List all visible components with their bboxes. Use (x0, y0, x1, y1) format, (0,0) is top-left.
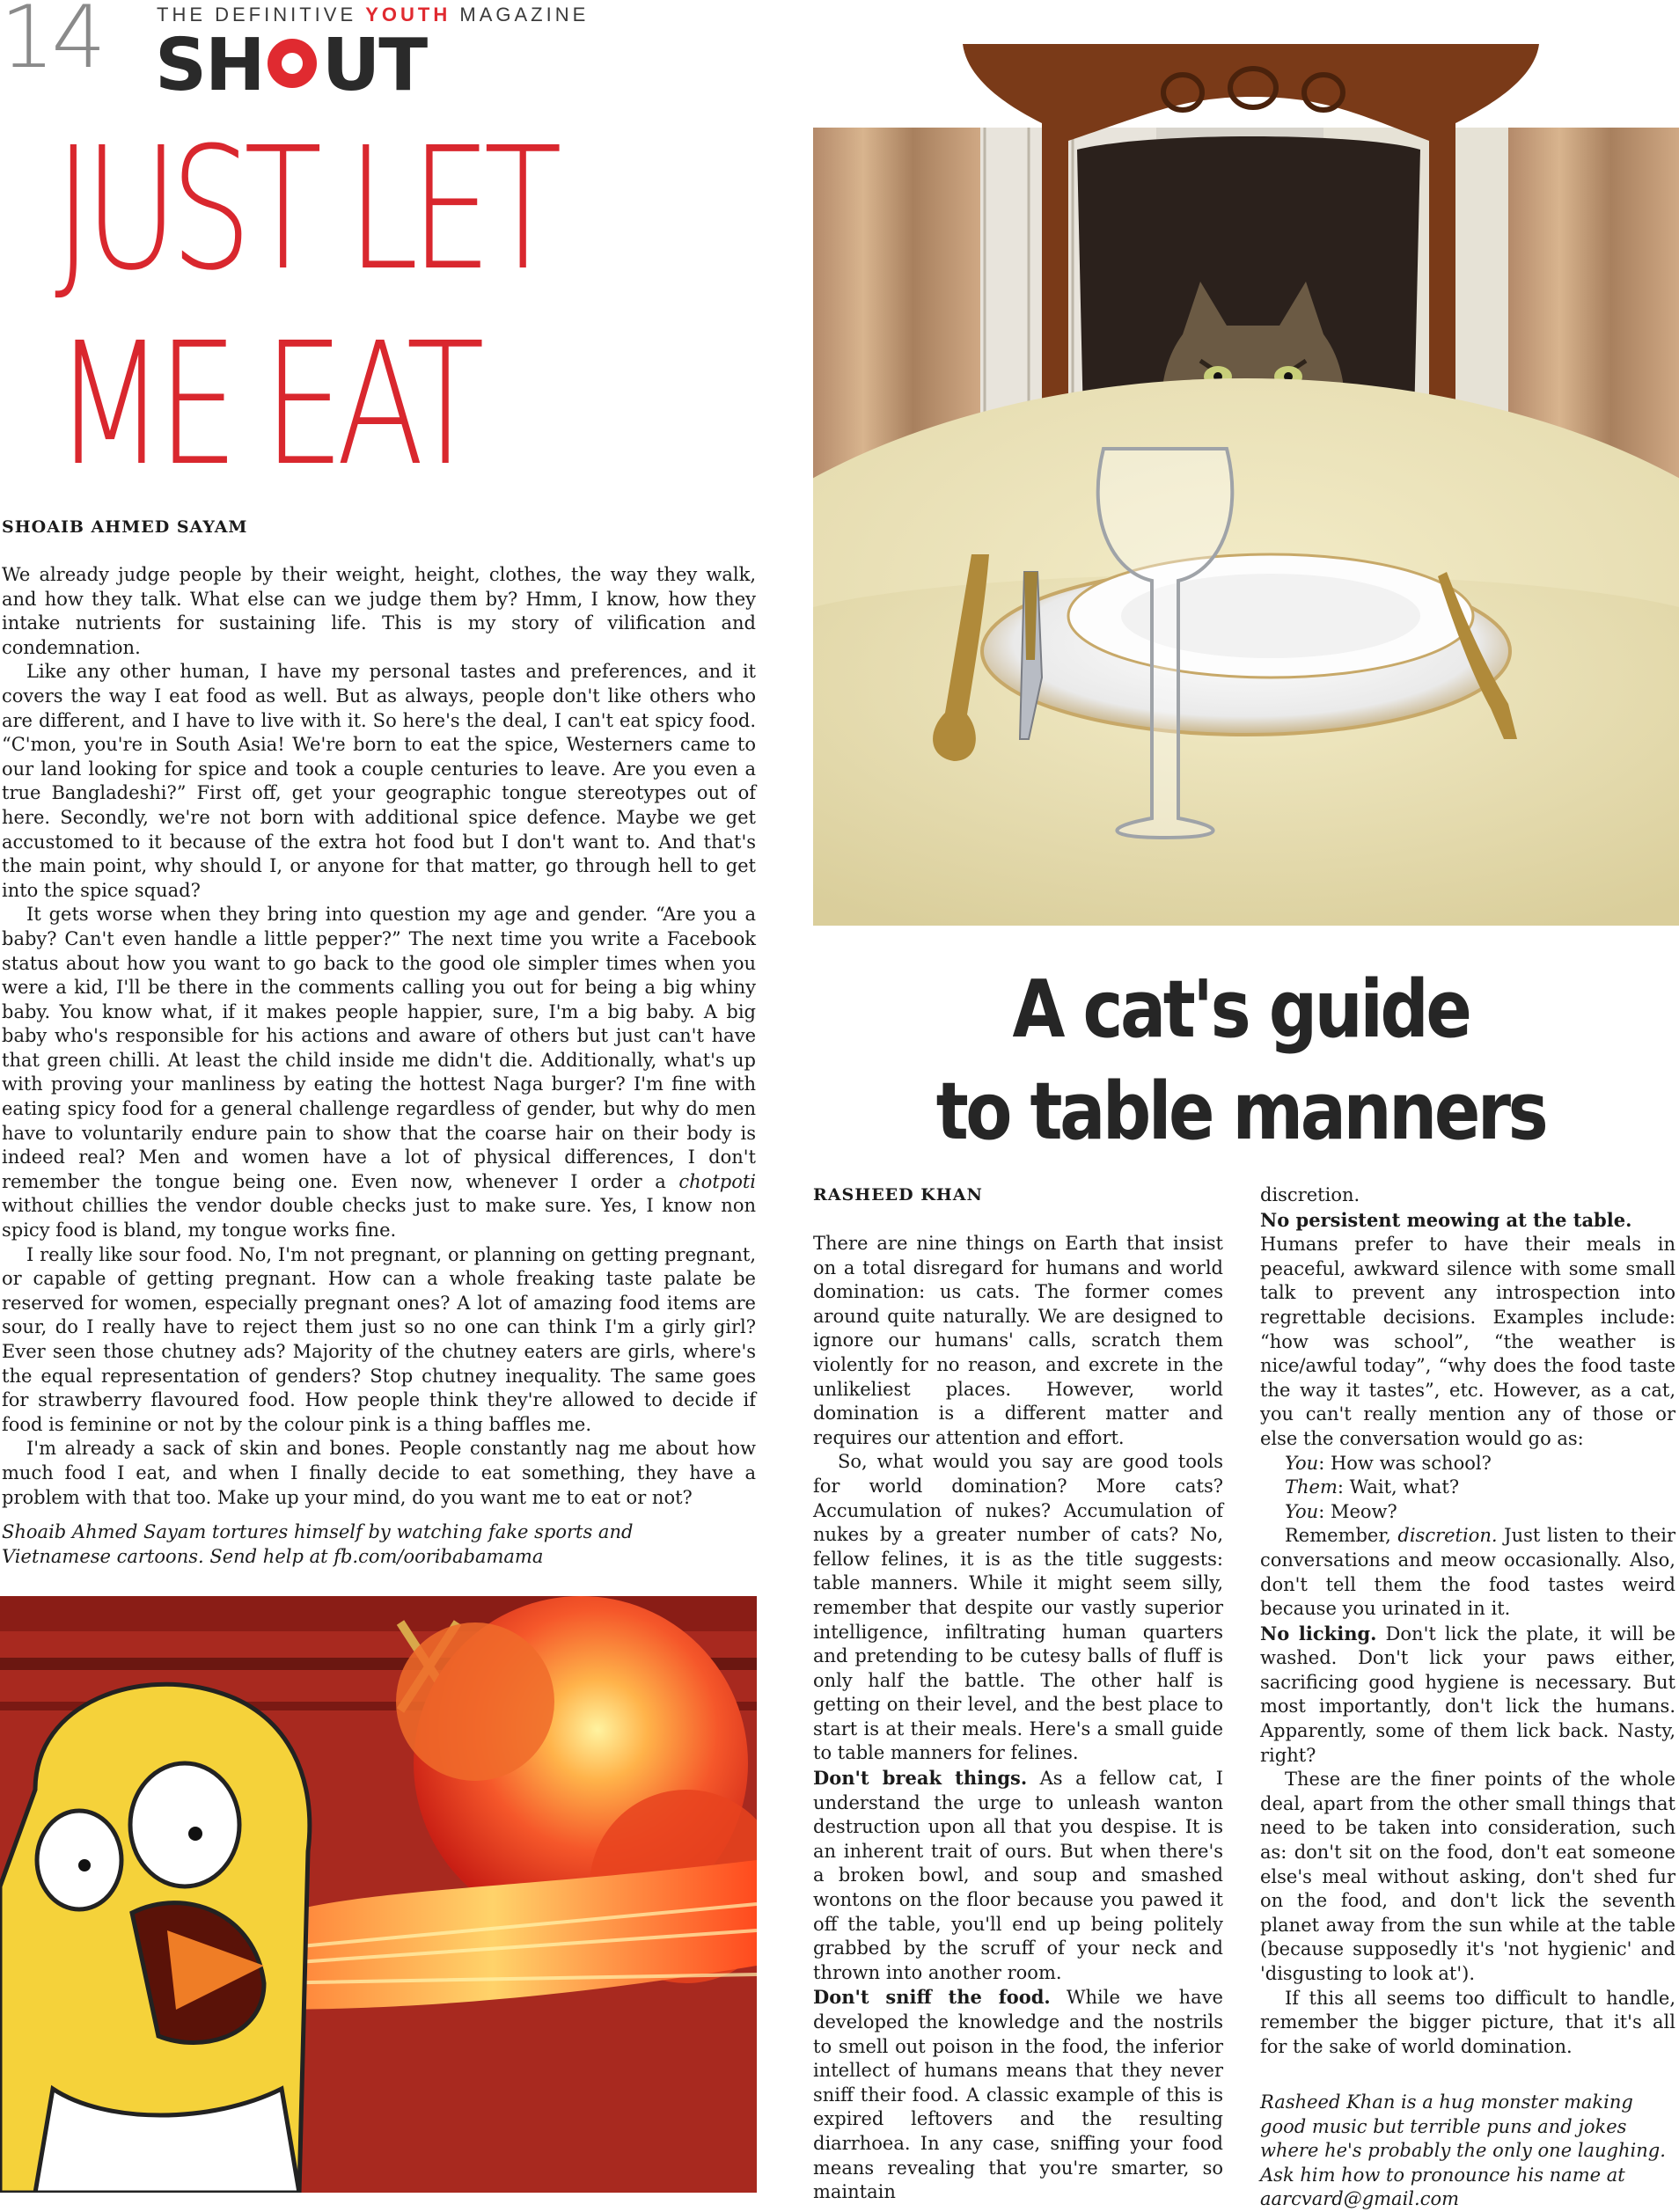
article2-headline (877, 959, 1604, 1163)
cat-at-table-photo (813, 44, 1679, 926)
article2-subhead: No persistent meowing at the table. (1260, 1208, 1632, 1231)
page-number: 14 (0, 0, 103, 88)
article1-byline: SHOAIB AHMED SAYAM (2, 517, 248, 537)
dialogue-line (1260, 1476, 1675, 1500)
logo-left: SH (155, 24, 264, 107)
article2-paragraph: Humans prefer to have their meals in peaceful, awkward silence with some small talk to prevent any introspection into regrettable decisions. Examples include: “how was school”, “the weather is nice/awful today”, “why does the food taste the way it tastes”, etc. However, as a cat, you can't really mention any of those or else the conversation would go as: (1260, 1234, 1675, 1449)
article1-paragraph: Like any other human, I have my personal tastes and preferences, and it covers the way I eat food as well. But as always, people don't like others who are different, and I have to live with it. So here's the deal, I can't eat spicy food. “C'mon, you're in South Asia! We're born to eat the spice, Westerners came to our land looking for spice and took a couple centuries to leave. Are you even a true Bangladeshi?” First off, get your geographic tongue stereotypes out of here. Secondly, we're not born with additional spice defence. Maybe we get accustomed to it because of the extra hot food but I don't want to. And that's the main point, why should I, or anyone for that matter, go through hell to get into the spice squad? (2, 661, 756, 901)
article2-text: Remember, (1285, 1525, 1398, 1547)
article2-headline-line1: A cat's guide (1012, 963, 1470, 1056)
article2-paragraph: There are nine things on Earth that insist on a total disregard for humans and world domination: us cats. The former comes around quite naturally. We are designed to ignore our humans' calls, scratch them violently for no reason, and excrete in the unlikeliest places. However, world domination is a different matter and requires our attention and effort. (813, 1233, 1223, 1448)
dialogue-speaker: You (1285, 1452, 1319, 1474)
article2-paragraph: These are the finer points of the whole deal, apart from the other small things that need to be taken into consideration, such as: don't sit on the food, don't eat someone else's meal without asking, don't shed fur on the food, and don't lick the seventh planet away from the sun while at the table (because supposedly it's 'not hygienic' and 'disgusting to look at'). (1260, 1769, 1675, 1984)
homer-fire-svg (0, 1596, 757, 2193)
article1-emphasis: chotpoti (678, 1170, 756, 1192)
article2-subhead: Don't break things. (813, 1767, 1028, 1790)
dialogue-line (1260, 1500, 1675, 1525)
article1-text: It gets worse when they bring into question my age and gender. “Are you a baby? Can't even handle a little pepper?” The next time you write a Facebook status about how you want to go back to the good ole simpler times when you were a kid, I'll be there in the comments calling you out for being a big whiny baby. You know what, if it makes people happier, sure, I'm a big baby. A big baby who's responsible for his actions and aware of others but just can't have that green chilli. At least the child inside me didn't die. Additionally, what's up with proving your manliness by eating the hottest Naga burger? I'm fine with eating spicy food for a general challenge regardless of gender, but why do men have to voluntarily endure pain to show that the coarse hair on their body is indeed real? Men and women have a lot of physical differences, I don't remember the tongue being one. Even now, whenever I order a (2, 904, 756, 1192)
logo-target-icon (264, 30, 322, 102)
article2-subhead: No licking. (1260, 1622, 1377, 1644)
dialogue-text: : Wait, what? (1337, 1476, 1460, 1498)
article1-paragraph: I really like sour food. No, I'm not pregnant, or planning on getting pregnant, or capable of getting pregnant. How can a whole freaking taste palate be reserved for women, especially pregnant ones? A lot of amazing food items are sour, do I really have to reject them just so no one can think I'm a girly girl? Ever seen those chutney ads? Majority of the chutney eaters are girls, where's the equal representation of genders? Stop chutney inequality. The same goes for strawberry flavoured food. How people think they're allowed to decide if food is feminine or not by the colour pink is a thing baffles me. (2, 1243, 756, 1435)
homer-fire-illustration (0, 1596, 757, 2193)
article2-paragraph: discretion. (1260, 1184, 1360, 1205)
dialogue-text: : Meow? (1318, 1500, 1397, 1522)
article2-text: Don't lick the plate, it will be washed. Don't lick your paws either, sacrificing good hygiene is necessary. But most importantly, don't lick the humans. Apparently, some of them lick back. Nasty, right? (1260, 1622, 1675, 1766)
article2-author-bio: Rasheed Khan is a hug monster making good music but terrible puns and jokes where he's probably the only one laughing. Ask him how to pronounce his name at aarcvard@gmail.com (1260, 2091, 1666, 2210)
article2-paragraph: So, what would you say are good tools for world domination? More cats? Accumulation of nukes? Accumulation of nukes by a greater number of cats? No, fellow felines, it is as the title suggests: table manners. While it might seem silly, remember that despite our vastly superior intelligence, infiltrating human quarters and pretending to be cutesy balls of fluff is only half the battle. The other half is getting on their level, and the best place to start is at their meals. Here's a small guide to table manners for felines. (813, 1451, 1223, 1764)
article2-paragraph (1260, 1524, 1675, 1621)
dialogue-line (1260, 1452, 1675, 1476)
article2-paragraph (1260, 1208, 1675, 1234)
article2-paragraph: If this all seems too difficult to handle, remember the bigger picture, that it's all for the sake of world domination. (1260, 1987, 1675, 2057)
shout-logo (155, 24, 427, 107)
article1-text: without chillies the vendor double checks just to make sure. Yes, I know non spicy food is bland, my tongue works fine. (2, 1195, 756, 1242)
article2-paragraph (1260, 1622, 1675, 1769)
article1-paragraph: We already judge people by their weight, height, clothes, the way they walk, and how they talk. What else can we judge them by? Hmm, I know, how they intake nutrients for sustaining life. This is my story of vilification and condemnation. (2, 564, 756, 658)
article2-text: While we have developed the knowledge and the nostrils to smell out poison in the food, the inferior intellect of humans means that they never sniff their food. A classic example of this is expired leftovers and the resulting diarrhoea. In any case, sniffing your food means revealing that you're smarter, so maintain (813, 1987, 1223, 2203)
dialogue-speaker: Them (1285, 1476, 1338, 1498)
article1-headline (55, 113, 610, 503)
tagline-suffix: MAGAZINE (451, 4, 590, 26)
article2-paragraph (813, 1766, 1223, 1985)
article2-subhead: Don't sniff the food. (813, 1986, 1051, 2009)
article1-paragraph: I'm already a sack of skin and bones. People constantly nag me about how much food I eat, and when I finally decide to eat something, they have a problem with that too. Make up your mind, do you want me to eat or not? (2, 1438, 756, 1508)
cat-photo-svg (813, 44, 1679, 926)
article2-text: As a fellow cat, I understand the urge to unleash wanton destruction upon all that you despise. It is an inherent trait of ours. But when there's a broken bowl, and soup and smashed wontons on the floor because you pawed it off the table, you'll end up being politely grabbed by the scruff of your neck and thrown into another room. (813, 1768, 1223, 1983)
article2-column-1 (813, 1232, 1223, 2205)
article1-author-bio: Shoaib Ahmed Sayam tortures himself by watching fake sports and Vietnamese cartoons. Send help at fb.com/ooribabamama (2, 1521, 634, 1567)
article2-byline: RASHEED KHAN (813, 1185, 983, 1205)
article1-paragraph (2, 903, 756, 1242)
article2-emphasis: discretion. (1397, 1525, 1498, 1547)
logo-right: UT (321, 24, 427, 107)
dialogue-speaker: You (1285, 1500, 1319, 1522)
tagline-prefix: THE DEFINITIVE (157, 4, 366, 26)
tagline-accent: YOUTH (365, 4, 451, 26)
article2-text: Just listen to their conversations and meow occasionally. Also, don't tell them the food tastes weird because you urinated in it. (1260, 1525, 1675, 1620)
article1-headline-line1: JUST LET (55, 112, 554, 308)
article1-headline-line2: ME EAT (55, 307, 477, 503)
article1-body (2, 563, 756, 1510)
article2-column-2 (1260, 1183, 1675, 2059)
article2-headline-line2: to table manners (935, 1066, 1546, 1158)
dialogue-text: : How was school? (1318, 1452, 1492, 1474)
article2-paragraph (813, 1985, 1223, 2204)
